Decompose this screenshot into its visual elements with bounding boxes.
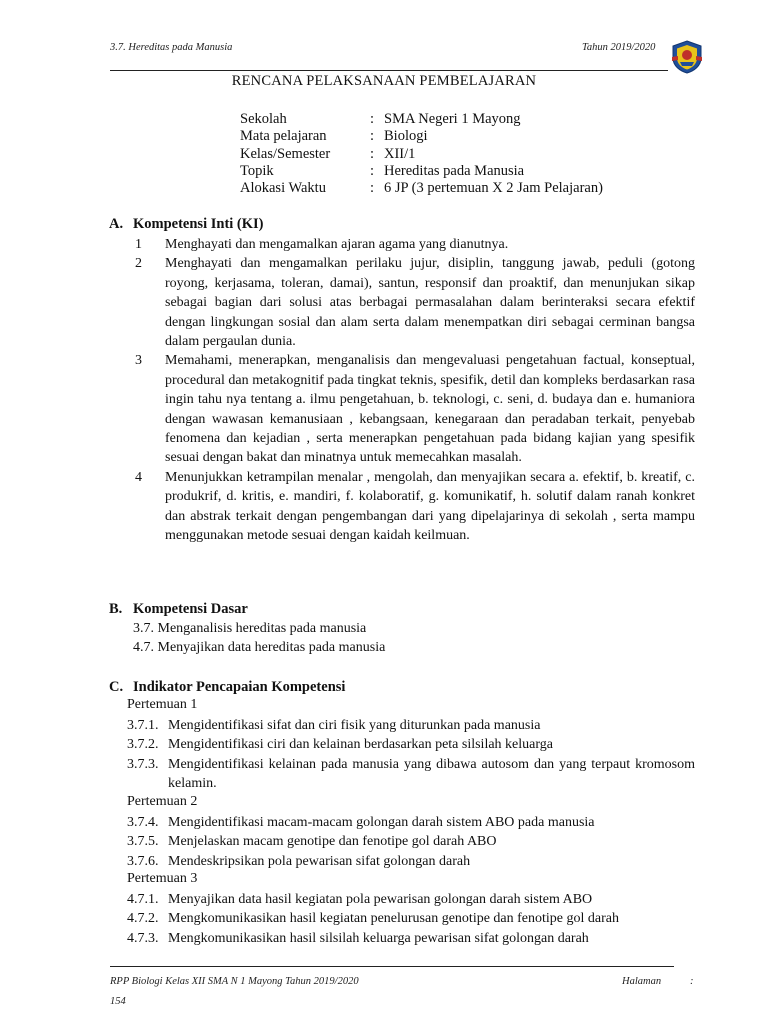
list-item [135, 351, 695, 467]
list-text: Mengkomunikasikan hasil kegiatan penelurusan genotipe dan fenotipe gol darah [168, 911, 619, 927]
list-item [127, 755, 695, 794]
list-number: 4.7.3. [127, 930, 159, 946]
section-a-heading [109, 216, 264, 233]
section-title: Kompetensi Dasar [133, 601, 248, 617]
list-number: 3.7.3. [127, 756, 159, 772]
section-title: Indikator Pencapaian Kompetensi [133, 679, 346, 695]
identity-separator: : [370, 111, 375, 127]
list-item [127, 716, 695, 735]
list-number: 3 [135, 353, 142, 369]
meeting-label: Pertemuan 3 [127, 871, 198, 886]
identity-value: Biologi [384, 128, 428, 145]
footer-divider [110, 966, 674, 967]
basic-competency-item: 3.7. Menganalisis hereditas pada manusia [133, 621, 367, 636]
identity-row-topic [240, 163, 603, 180]
list-item [127, 852, 695, 871]
identity-row-school [240, 111, 603, 128]
identity-value: SMA Negeri 1 Mayong [384, 111, 521, 127]
header-divider [110, 70, 668, 71]
list-item [127, 929, 695, 948]
list-text: Menghayati dan mengamalkan ajaran agama yang dianutnya. [165, 237, 509, 252]
list-item [135, 235, 695, 254]
list-text: Menjelaskan macam genotipe dan fenotipe gol darah ABO [168, 834, 497, 850]
list-item [127, 890, 695, 909]
list-number: 1 [135, 237, 142, 252]
list-number: 3.7.5. [127, 834, 159, 850]
identity-key: Alokasi Waktu [240, 180, 326, 197]
identity-value: 6 JP (3 pertemuan X 2 Jam Pelajaran) [384, 180, 603, 197]
core-competency-list [135, 235, 695, 546]
identity-key: Topik [240, 162, 274, 179]
list-number: 2 [135, 256, 142, 272]
list-text: Menunjukkan ketrampilan menalar , mengolah, dan menyajikan secara a. efektif, b. kreatif, c. produkrif, d. kritis, e. mandiri, f. kolaboratif, g. komunikatif, h. solutif dalam ranah konkret dan abstrak terkait dengan pengembangan dari yang dipelajarinya di sekolah , serta mampu menggunakan metode sesuai dengan kaidah keilmuan. [165, 469, 695, 544]
identity-separator: : [370, 145, 375, 162]
identity-separator: : [370, 128, 375, 145]
footer-page-number: 154 [110, 996, 126, 1007]
identity-table [240, 111, 603, 197]
identity-value: XII/1 [384, 145, 416, 162]
header-right-text: Tahun 2019/2020 [582, 42, 656, 53]
meeting-label: Pertemuan 2 [127, 794, 198, 809]
list-text: Mengidentifikasi kelainan pada manusia yang dibawa autosom dan yang terpaut kromosom kelamin. [168, 756, 695, 792]
list-item [135, 468, 695, 546]
list-item [127, 909, 695, 928]
list-item [135, 254, 695, 351]
list-number: 4 [135, 469, 142, 485]
identity-value: Hereditas pada Manusia [384, 162, 525, 179]
document-title: RENCANA PELAKSANAAN PEMBELAJARAN [231, 73, 537, 89]
identity-key: Mata pelajaran [240, 128, 327, 145]
list-number: 4.7.2. [127, 911, 159, 927]
footer-colon: : [690, 976, 694, 987]
list-text: Mendeskripsikan pola pewarisan sifat golongan darah [168, 853, 471, 869]
basic-competency-item: 4.7. Menyajikan data hereditas pada manusia [133, 640, 386, 655]
indicator-list-meeting-3 [127, 890, 695, 948]
list-number: 3.7.4. [127, 815, 159, 830]
list-number: 3.7.2. [127, 737, 159, 753]
list-item [127, 813, 695, 832]
list-text: Mengidentifikasi macam-macam golongan darah sistem ABO pada manusia [168, 815, 595, 830]
list-item [127, 735, 695, 754]
list-text: Mengkomunikasikan hasil silsilah keluarga pewarisan sifat golongan darah [168, 930, 589, 946]
list-text: Memahami, menerapkan, menganalisis dan mengevaluasi pengetahuan factual, konseptual, procedural dan metakognitif pada tingkat teknis, spesifik, detil dan kompleks berdasarkan rasa ingin tahu nya tentang a. ilmu pengetahuan, b. teknologi, c. seni, d. budaya dan e. humaniora dengan wawasan kemanusiaan , kebangsaan, kenegaraan dan peradaban terkait, penyebab fenomena dan kejadian , serta menerapkan pengetahuan pada bidang kajian yang spesifik sesuai dengan bakat dan minatnya untuk memecahkan masalah. [165, 353, 695, 466]
identity-separator: : [370, 162, 375, 179]
list-text: Mengidentifikasi ciri dan kelainan berdasarkan peta silsilah keluarga [168, 737, 553, 753]
footer-left-text: RPP Biologi Kelas XII SMA N 1 Mayong Tahun 2019/2020 [110, 976, 359, 987]
list-text: Menyajikan data hasil kegiatan pola pewarisan golongan darah sistem ABO [168, 892, 593, 907]
identity-separator: : [370, 180, 375, 197]
indicator-list-meeting-1 [127, 716, 695, 794]
section-letter: B. [109, 601, 123, 617]
section-c-heading [109, 679, 345, 696]
list-number: 3.7.6. [127, 853, 159, 869]
identity-key: Kelas/Semester [240, 145, 331, 162]
identity-row-class [240, 146, 603, 163]
section-title: Kompetensi Inti (KI) [133, 216, 264, 232]
identity-key: Sekolah [240, 111, 287, 127]
identity-row-time [240, 180, 603, 197]
list-number: 4.7.1. [127, 892, 159, 907]
indicator-list-meeting-2 [127, 813, 695, 871]
identity-row-subject [240, 128, 603, 145]
footer-page-label: Halaman [622, 976, 662, 987]
meeting-label: Pertemuan 1 [127, 697, 198, 712]
school-emblem-icon [670, 40, 704, 74]
section-letter: C. [109, 679, 124, 695]
list-item [127, 832, 695, 851]
section-b-heading [109, 601, 248, 618]
list-number: 3.7.1. [127, 718, 159, 733]
list-text: Mengidentifikasi sifat dan ciri fisik yang diturunkan pada manusia [168, 718, 541, 733]
list-text: Menghayati dan mengamalkan perilaku jujur, disiplin, tanggung jawab, peduli (gotong royong, kerjasama, toleran, damai), santun, responsif dan proaktif, dan menunjukan sikap sebagai bagian dari solusi atas berbagai permasalahan dalam berinteraksi secara efektif dengan lingkungan sosial dan alam serta dalam menempatkan diri sebagai cerminan bangsa dalam pergaulan dunia. [165, 256, 695, 350]
section-letter: A. [109, 216, 124, 232]
header-left-text: 3.7. Hereditas pada Manusia [110, 42, 233, 53]
